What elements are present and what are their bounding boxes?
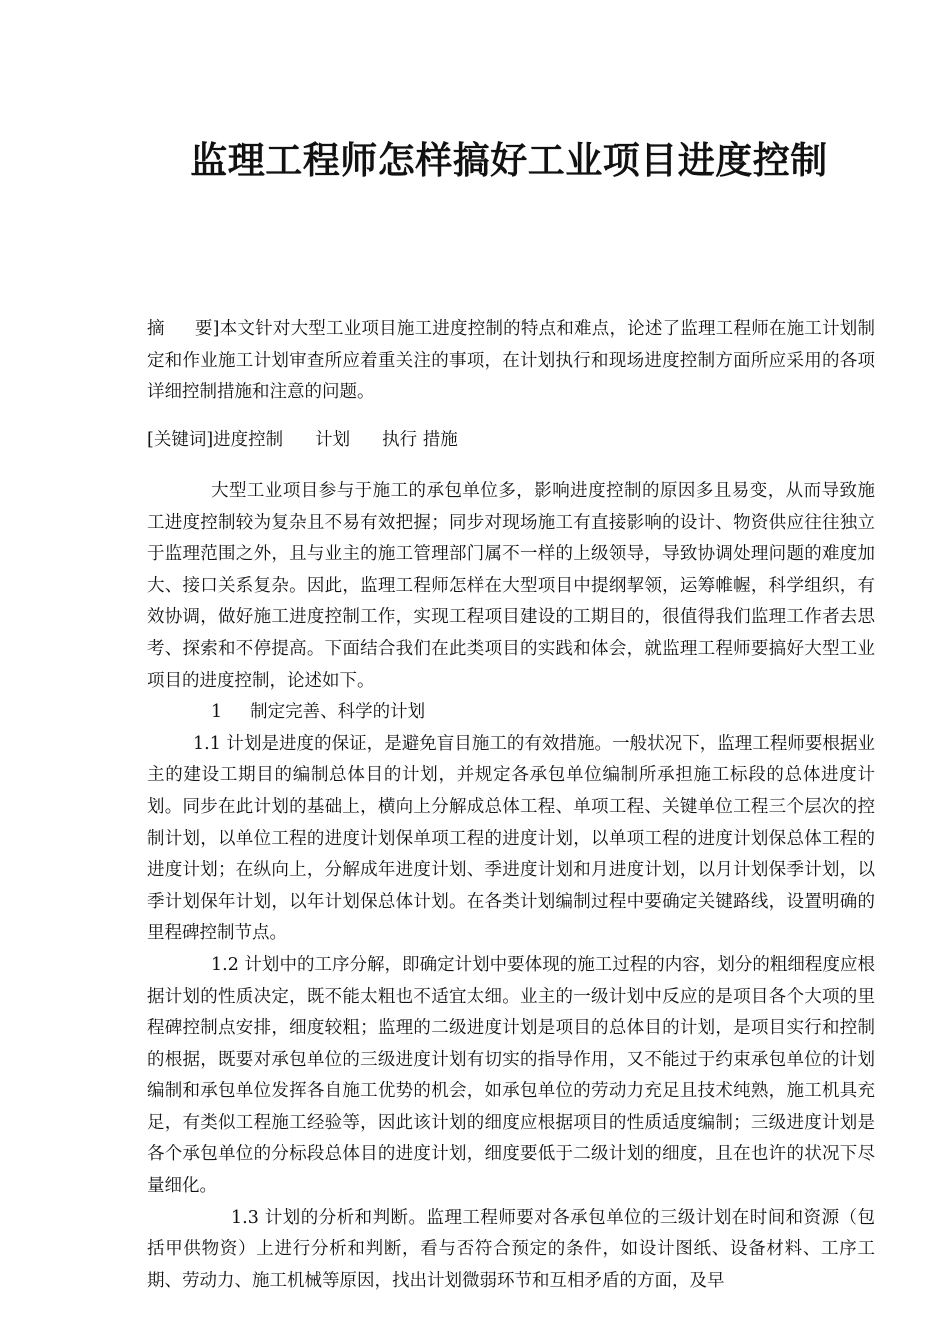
document-title: 监理工程师怎样搞好工业项目进度控制 [190, 138, 828, 182]
paragraph-1-2: 1.2 计划中的工序分解，即确定计划中要体现的施工过程的内容，划分的粗细程度应根据计划的性质决定，既不能太粗也不适宜太细。业主的一级计划中反应的是项目各个大项的里程碑控制点安排，细度较粗；监理的二级进度计划是项目的总体目的计划，是项目实行和控制的根据，既要对承包单位的三级进度计划有切实的指导作用，又不能过于约束承包单位的计划编制和承包单位发挥各自施工优势的机会，如承包单位的劳动力充足且技术纯熟，施工机具充足，有类似工程施工经验等，因此该计划的细度应根据项目的性质适度编制；三级进度计划是各个承包单位的分标段总体目的进度计划，细度要低于二级计划的细度，且在也许的状况下尽量细化。 [147, 954, 875, 1197]
paragraph-1-1: 1.1 计划是进度的保证，是避免盲目施工的有效措施。一般状况下，监理工程师要根据业主的建设工期目的编制总体目的计划，并规定各承包单位编制所承担施工标段的总体进度计划。同步在此计划的基础上，横向上分解成总体工程、单项工程、关键单位工程三个层次的控制计划，以单位工程的进度计划保单项工程的进度计划，以单项工程的进度计划保总体工程的进度计划；在纵向上，分解成年进度计划、季进度计划和月进度计划，以月计划保季计划，以季计划保年计划，以年计划保总体计划。在各类计划编制过程中要确定关键路线，设置明确的里程碑控制节点。 [147, 733, 875, 944]
section-heading [147, 697, 875, 729]
keywords-label: [关键词] [147, 430, 214, 450]
section-heading-text: 制定完善、科学的计划 [250, 702, 426, 723]
keyword-item: 计划 [315, 430, 351, 450]
keywords-section [147, 425, 875, 457]
section-number: 1 [211, 702, 223, 723]
abstract-label-part1: 摘 [147, 319, 165, 339]
main-body [147, 476, 875, 1297]
abstract-label-part2: 要] [194, 319, 220, 339]
paragraph-1-3: 1.3 计划的分析和判断。监理工程师要对各承包单位的三级计划在时间和资源（包括甲供物资）上进行分析和判断，看与否符合预定的条件，如设计图纸、设备材料、工序工期、劳动力、施工机械等原因，找出计划微弱环节和互相矛盾的方面，及早 [147, 1207, 875, 1291]
keyword-item: 执行 [382, 430, 418, 450]
abstract-text: 本文针对大型工业项目施工进度控制的特点和难点，论述了监理工程师在施工计划制定和作业施工计划审查所应着重关注的事项，在计划执行和现场进度控制方面所应采用的各项详细控制措施和注意的问题。 [147, 319, 876, 403]
intro-paragraph: 大型工业项目参与于施工的承包单位多，影响进度控制的原因多且易变，从而导致施工进度控制较为复杂且不易有效把握；同步对现场施工有直接影响的设计、物资供应往往独立于监理范围之外，且与业主的施工管理部门属不一样的上级领导，导致协调处理问题的难度加大、接口关系复杂。因此，监理工程师怎样在大型项目中提纲挈领，运筹帷幄，科学组织，有效协调，做好施工进度控制工作，实现工程项目建设的工期目的，很值得我们监理工作者去思考、探索和不停提高。下面结合我们在此类项目的实践和体会，就监理工程师要搞好大型工业项目的进度控制，论述如下。 [147, 481, 875, 691]
abstract-section [147, 314, 875, 409]
keyword-item: 进度控制 [213, 430, 284, 450]
keyword-item: 措施 [422, 430, 458, 450]
